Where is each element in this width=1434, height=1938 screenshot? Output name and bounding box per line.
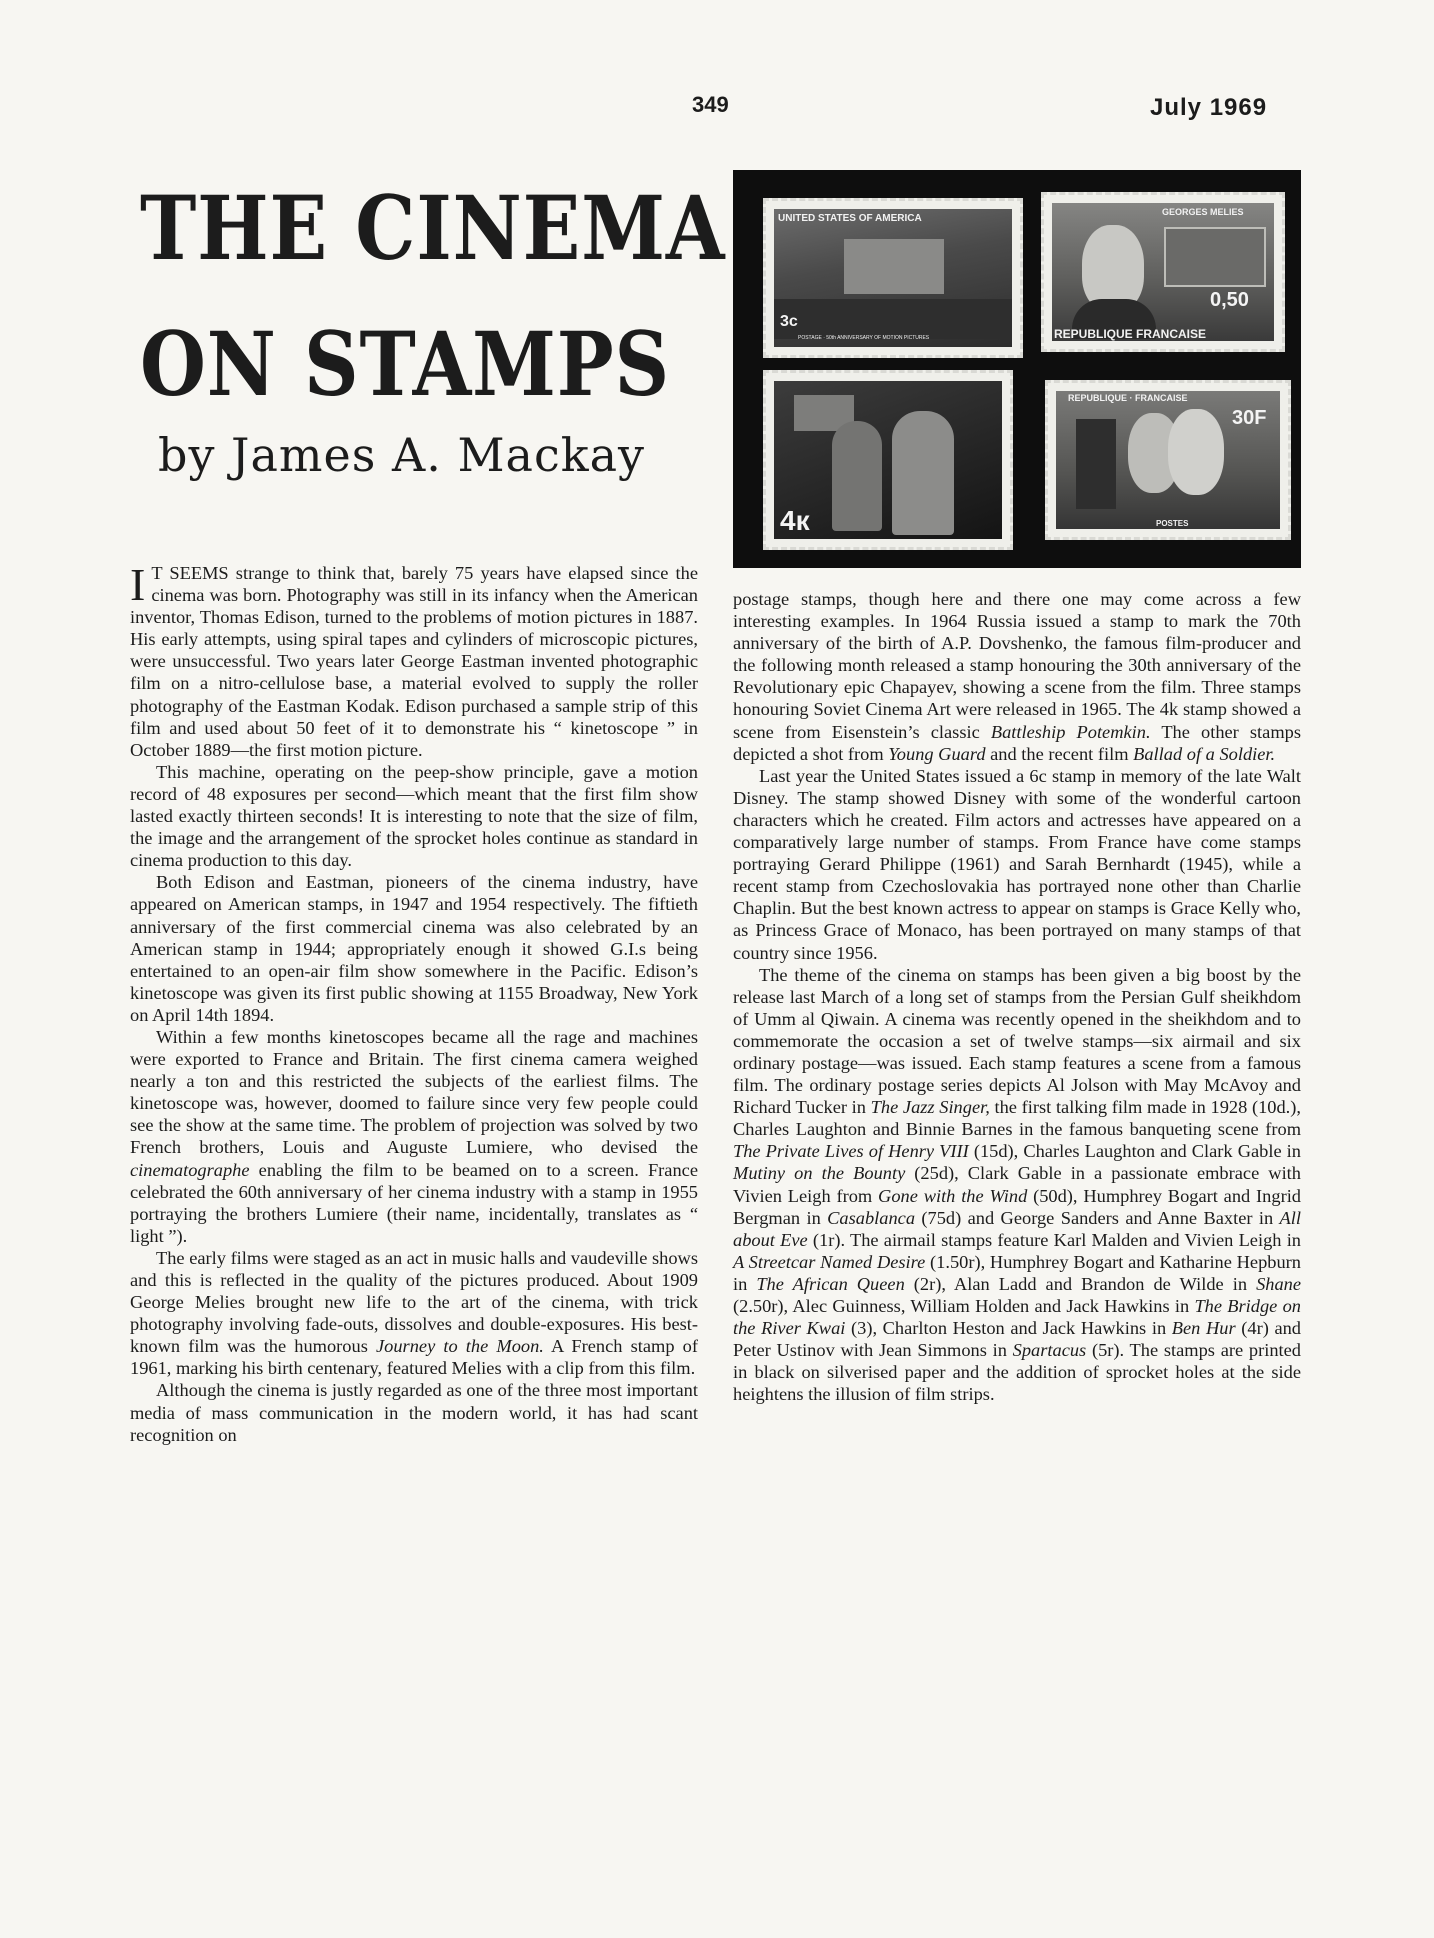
stamp-us-cinema xyxy=(763,198,1023,358)
stamp-russia-potemkin xyxy=(763,370,1013,550)
stamp-russia-value: 4к xyxy=(780,505,810,536)
paragraph-text: (25d), Clark Gable in a passionate embrace with Vivien Leigh from xyxy=(733,1163,1301,1206)
stamp-us-label: UNITED STATES OF AMERICA xyxy=(778,213,922,224)
portrait-auguste-shape xyxy=(1168,409,1224,495)
screen-shape xyxy=(844,239,944,294)
stamp-melies-top: GEORGES MELIES xyxy=(1162,207,1244,217)
paragraph-text: and the recent film xyxy=(985,743,1134,764)
figure-right-shape xyxy=(892,411,954,535)
stamp-melies xyxy=(1041,192,1285,352)
paragraph-text: (2.50r), Alec Guinness, William Holden and Jack Hawkins in xyxy=(733,1296,1195,1316)
paragraph xyxy=(130,559,698,761)
paragraph-text: (2r), Alan Ladd and Brandon de Wilde in xyxy=(904,1273,1257,1294)
paragraph: Although the cinema is justly regarded as one of the three most important media of mass communication in the modern world, it has had scant recognition on xyxy=(130,1380,698,1445)
paragraph-text: The other stamps depicted a shot from xyxy=(733,721,1301,764)
paragraph-text: A French stamp of 1961, marking his birth centenary, featured Melies with a clip from this film. xyxy=(130,1336,698,1379)
stamp-us-caption: POSTAGE · 50th ANNIVERSARY OF MOTION PICTURES xyxy=(798,335,930,341)
paragraph: Both Edison and Eastman, pioneers of the cinema industry, have appeared on American stamps, in 1947 and 1954 respectively. The fiftieth anniversary of the first commercial cinema was also celebrated by an American stamp in 1944; appropriately enough it showed G.I.s being entertained to an open-air film show somewhere in the Pacific. Edison’s kinetoscope was given its first public showing at 1155 Broadway, New York on April 14th 1894. xyxy=(130,872,698,1025)
film-clip-shape xyxy=(1164,227,1266,287)
film-title: The Private Lives of Henry VIII xyxy=(733,1141,969,1162)
byline: by James A. Mackay xyxy=(158,428,646,482)
title-line-2: ON STAMPS xyxy=(140,312,671,416)
stamp-illustration xyxy=(733,170,1301,568)
italic-term: cinematographe xyxy=(130,1159,250,1180)
paragraph-text: (5r). The stamps are printed in black on silverised paper and the addition of sprocket holes at the side heightens the illusion of film strips. xyxy=(733,1340,1301,1405)
film-title: Journey to the Moon. xyxy=(376,1336,544,1357)
film-title: The Bridge on the River Kwai xyxy=(733,1296,1301,1339)
title-line-1: THE CINEMA xyxy=(140,176,726,280)
stamp-us-value: 3c xyxy=(780,313,798,330)
stamp-lumiere-value: 30F xyxy=(1232,407,1267,429)
film-title: Ben Hur xyxy=(1171,1318,1236,1339)
paragraph xyxy=(733,964,1301,1406)
paragraph xyxy=(733,588,1301,765)
film-title: Gone with the Wind xyxy=(878,1185,1028,1206)
film-title: Young Guard xyxy=(888,743,986,764)
film-title: Shane xyxy=(1256,1273,1302,1294)
film-title: Ballad of a Soldier. xyxy=(1133,743,1276,764)
paragraph-text: T SEEMS strange to think that, barely 75 years have elapsed since the cinema was born. Photography was still in its infancy when the American inventor, Thomas Edison, turned to the problems of motion pictures in 1887. His early attempts, using spiral tapes and cylinders of microscopic pictures, were unsuccessful. Two years later George Eastman invented photographic film on a nitro-cellulose base, a material evolved to supply the roller photography of the Eastman Kodak. Edison purchased a sample strip of this film and used about 50 feet of it to demonstrate his “ kinetoscope ” in October 1889—the first motion picture. xyxy=(130,563,698,760)
film-title: All about Eve xyxy=(733,1207,1301,1250)
paragraph-text: (4r) and Peter Ustinov with Jean Simmons in xyxy=(733,1318,1302,1361)
paragraph-text: (3), Charlton Heston and Jack Hawkins in xyxy=(845,1318,1172,1339)
figure-left-shape xyxy=(832,421,882,531)
stamp-melies-bottom: REPUBLIQUE FRANCAISE xyxy=(1054,327,1207,341)
stamp-lumiere-top: REPUBLIQUE · FRANCAISE xyxy=(1068,393,1188,403)
paragraph-text: Within a few months kinetoscopes became all the rage and machines were exported to France and Britain. The first cinema camera weighed nearly a ton and this restricted the subjects of the earliest films. The kinetoscope was, however, doomed to failure since very few people could see the show at the same time. The problem of projection was solved by two French brothers, Louis and Auguste Lumiere, who devised the xyxy=(130,1026,698,1158)
projector-shape xyxy=(1076,419,1116,509)
film-title: The African Queen xyxy=(756,1273,905,1294)
paragraph xyxy=(130,1247,698,1380)
film-title: Casablanca xyxy=(827,1207,916,1228)
paragraph-text: (15d), Charles Laughton and Clark Gable in xyxy=(968,1141,1301,1162)
paragraph-text: (1r). The airmail stamps feature Karl Malden and Vivien Leigh in xyxy=(807,1229,1301,1250)
paragraph-text: the first talking film made in 1928 (10d.), Charles Laughton and Binnie Barnes in the famous banqueting scene from xyxy=(733,1097,1301,1140)
paragraph xyxy=(130,1026,698,1247)
stamp-lumiere xyxy=(1045,380,1291,540)
issue-date: July 1969 xyxy=(1150,94,1268,121)
paragraph: Last year the United States issued a 6c stamp in memory of the late Walt Disney. The stamp showed Disney with some of the wonderful cartoon characters which he created. Film actors and actresses have appeared on a comparatively large number of stamps. From France have come stamps portraying Gerard Philippe (1961) and Sarah Bernhardt (1945), while a recent stamp from Czechoslovakia has portrayed none other than Charlie Chaplin. But the best known actress to appear on stamps is Grace Kelly who, as Princess Grace of Monaco, has been portrayed on many stamps of that country since 1956. xyxy=(733,765,1301,963)
article-column-right xyxy=(733,588,1301,1405)
page-number: 349 xyxy=(692,92,729,117)
paragraph-text: postage stamps, though here and there one may come across a few interesting examples. In 1964 Russia issued a stamp to mark the 70th anniversary of the birth of A.P. Dovshenko, the famous film-producer and the following month released a stamp honouring the 30th anniversary of the Revolutionary epic Chapayev, showing a scene from the film. Three stamps honouring Soviet Cinema Art were released in 1965. The 4k stamp showed a scene from Eisenstein’s classic xyxy=(733,589,1301,742)
paragraph-text: The theme of the cinema on stamps has been given a big boost by the release last March of a long set of stamps from the Persian Gulf sheikhdom of Umm al Qiwain. A cinema was recently opened in the sheikhdom and to commemorate the occasion a set of twelve stamps—six airmail and six ordinary postage—was issued. Each stamp features a scene from a famous film. The ordinary postage series depicts Al Jolson with May McAvoy and Richard Tucker in xyxy=(733,964,1301,1118)
article-column-left xyxy=(130,559,698,1446)
film-title: Spartacus xyxy=(1012,1340,1087,1361)
paragraph: This machine, operating on the peep-show principle, gave a motion record of 48 exposures per second—which meant that the first film show lasted exactly thirteen seconds! It is interesting to note that the size of film, the image and the arrangement of the sprocket holes continue as standard in cinema production to this day. xyxy=(130,761,698,871)
paragraph-text: The early films were staged as an act in music halls and vaudeville shows and this is reflected in the quality of the pictures produced. About 1909 George Melies brought new life to the art of the cinema, with trick photography involving fade-outs, dissolves and double-exposures. His best-known film was the humorous xyxy=(130,1247,698,1357)
film-title: The Jazz Singer, xyxy=(870,1097,990,1118)
drop-cap: I xyxy=(130,559,146,610)
paragraph-text: enabling the film to be beamed on to a screen. France celebrated the 60th anniversary of her cinema industry with a stamp in 1955 portraying the brothers Lumiere (their name, incidentally, translates as “ light ”). xyxy=(130,1159,698,1246)
stamp-melies-value: 0,50 xyxy=(1210,289,1249,311)
film-title: Battleship Potemkin. xyxy=(990,721,1151,742)
stamp-lumiere-bottom: POSTES xyxy=(1156,519,1189,528)
paragraph-text: (75d) and George Sanders and Anne Baxter in xyxy=(915,1207,1280,1228)
paragraph-text: (1.50r), Humphrey Bogart and Katharine Hepburn in xyxy=(733,1251,1301,1294)
article-title xyxy=(140,160,726,432)
audience-shape xyxy=(774,299,1012,339)
paragraph-text: (50d), Humphrey Bogart and Ingrid Bergman in xyxy=(733,1185,1301,1228)
film-title: A Streetcar Named Desire xyxy=(733,1251,926,1272)
film-title: Mutiny on the Bounty xyxy=(733,1163,906,1184)
